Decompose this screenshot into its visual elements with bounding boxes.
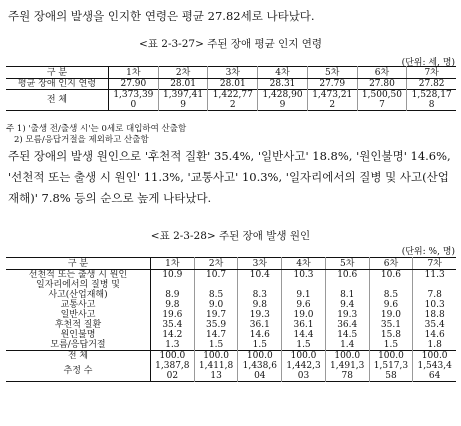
table-cell: 18.8 xyxy=(413,310,456,320)
table-row xyxy=(6,280,456,290)
table-cell: 10.9 xyxy=(151,270,195,281)
table-cell: 100.0 xyxy=(194,351,238,362)
table-cell: 1,387,8 02 xyxy=(151,361,195,382)
row-label: 사고(산업재해) xyxy=(6,290,151,300)
table-cell: 9.4 xyxy=(325,300,369,310)
table-cell: 10.3 xyxy=(282,270,326,281)
table-cell: 11.3 xyxy=(413,270,456,281)
table-row xyxy=(6,340,456,351)
table1-header-col: 3차 xyxy=(208,67,258,79)
table-cell: 1.5 xyxy=(369,340,413,351)
table-cell: 1,422,77 2 xyxy=(208,90,258,111)
table-row xyxy=(6,330,456,340)
table-cell: 1,543,4 64 xyxy=(413,361,456,382)
table1-header-label: 구 분 xyxy=(6,67,109,79)
table-cell: 19.3 xyxy=(325,310,369,320)
row-label: 선천적 또는 출생 시 원인 xyxy=(6,270,151,281)
table-cell xyxy=(369,280,413,290)
table1-header-col: 4차 xyxy=(258,67,308,79)
table1-header-col: 2차 xyxy=(158,67,208,79)
table-cell: 1,373,39 0 xyxy=(109,90,159,111)
table2-body xyxy=(6,270,456,382)
row-label: 전 체 xyxy=(6,351,151,362)
table-cell: 1,428,90 9 xyxy=(258,90,308,111)
table-cell: 14.2 xyxy=(151,330,195,340)
table-cell: 28.01 xyxy=(208,79,258,90)
table-cell xyxy=(325,280,369,290)
table2-header-col: 3차 xyxy=(238,258,282,270)
table-row xyxy=(6,300,456,310)
table-cell: 7.8 xyxy=(413,290,456,300)
table-cell: 35.1 xyxy=(369,320,413,330)
table-cell: 10.3 xyxy=(413,300,456,310)
table-cell: 10.6 xyxy=(369,270,413,281)
note-line: 2) 모름/응답거절을 제외하고 산출함 xyxy=(14,135,149,145)
table-cell: 100.0 xyxy=(413,351,456,362)
table-cell: 1,411,8 13 xyxy=(194,361,238,382)
table-cell: 36.1 xyxy=(238,320,282,330)
table-cell: 8.1 xyxy=(325,290,369,300)
table-cell: 1,473,21 2 xyxy=(307,90,357,111)
table-cell: 1.8 xyxy=(413,340,456,351)
table2-header-col: 7차 xyxy=(413,258,456,270)
row-label: 교통사고 xyxy=(6,300,151,310)
table-cell xyxy=(413,280,456,290)
table-cell: 36.1 xyxy=(282,320,326,330)
table-cell: 28.31 xyxy=(258,79,308,90)
table-cell: 10.7 xyxy=(194,270,238,281)
table-cell: 14.4 xyxy=(282,330,326,340)
table-cell: 19.3 xyxy=(238,310,282,320)
table-cell: 1.3 xyxy=(151,340,195,351)
table2-unit: (단위: %, 명) xyxy=(401,247,455,257)
table-cell: 1,442,3 03 xyxy=(282,361,326,382)
table-cell: 100.0 xyxy=(369,351,413,362)
row-label: 원인불명 xyxy=(6,330,151,340)
table-cell: 27.90 xyxy=(109,79,159,90)
table-cell: 1.5 xyxy=(238,340,282,351)
table-cell: 19.0 xyxy=(282,310,326,320)
table-cell: 9.1 xyxy=(282,290,326,300)
table-cell: 28.01 xyxy=(158,79,208,90)
row-label: 전 체 xyxy=(6,90,109,111)
body-paragraph: 주된 장애의 발생 원인으로 '후천적 질환' 35.4%, '일반사고' 18.8%, '원인불명' 14.6%, '선천적 또는 출생 시 원인' 11.3%, '교통사고' 10.3%, '일자리에서의 질병 및 사고(산업재해)' 7.8% 등의 순으로 높게 나타났다. xyxy=(8,149,451,205)
table-cell: 27.80 xyxy=(357,79,407,90)
table-cell: 1,397,41 9 xyxy=(158,90,208,111)
table1-header-row xyxy=(6,67,456,79)
table2-caption: <표 2-3-28> 주된 장애 발생 원인 xyxy=(150,230,311,242)
table-cell: 1.5 xyxy=(282,340,326,351)
table-cell: 9.0 xyxy=(194,300,238,310)
row-label: 일자리에서의 질병 및 xyxy=(6,280,151,290)
table-cell: 9.6 xyxy=(282,300,326,310)
table2-header-col: 6차 xyxy=(369,258,413,270)
table-row xyxy=(6,79,456,90)
note-line: 주 1) '출생 전/출생 시'는 0세로 대입하여 산출함 xyxy=(6,124,187,134)
table-cell: 10.4 xyxy=(238,270,282,281)
table1-unit: (단위: 세, 명) xyxy=(401,58,455,68)
table2-header-col: 2차 xyxy=(194,258,238,270)
table-cell: 14.7 xyxy=(194,330,238,340)
table-row xyxy=(6,290,456,300)
table-cell: 35.4 xyxy=(413,320,456,330)
table2-header-row xyxy=(6,258,456,270)
table-cell xyxy=(238,280,282,290)
table-cell: 9.8 xyxy=(151,300,195,310)
table1-notes xyxy=(6,124,186,146)
table-cell: 14.6 xyxy=(238,330,282,340)
table-cell: 19.7 xyxy=(194,310,238,320)
table-cell: 19.0 xyxy=(369,310,413,320)
table2 xyxy=(6,257,456,382)
row-label: 모름/응답거절 xyxy=(6,340,151,351)
table2-header-label: 구 분 xyxy=(6,258,151,270)
table-row xyxy=(6,361,456,382)
table2-header-col: 5차 xyxy=(325,258,369,270)
table-row xyxy=(6,90,456,111)
table-cell: 9.6 xyxy=(369,300,413,310)
table1-header-col: 6차 xyxy=(357,67,407,79)
table2-header-col: 4차 xyxy=(282,258,326,270)
table-cell: 100.0 xyxy=(238,351,282,362)
table-cell: 8.5 xyxy=(194,290,238,300)
table-cell xyxy=(194,280,238,290)
table-row xyxy=(6,270,456,281)
table1-caption: <표 2-3-27> 주된 장애 평균 인지 연령 xyxy=(138,38,322,50)
table-cell: 8.9 xyxy=(151,290,195,300)
table1-header-col: 5차 xyxy=(307,67,357,79)
table-cell: 14.6 xyxy=(413,330,456,340)
table1 xyxy=(6,66,456,111)
table-cell: 14.5 xyxy=(325,330,369,340)
table-cell: 1.4 xyxy=(325,340,369,351)
table1-header-col: 7차 xyxy=(407,67,456,79)
table-cell xyxy=(282,280,326,290)
table-row xyxy=(6,320,456,330)
table-row xyxy=(6,351,456,362)
table-cell: 1.5 xyxy=(194,340,238,351)
table-cell: 35.4 xyxy=(151,320,195,330)
table-cell: 8.5 xyxy=(369,290,413,300)
table-cell: 100.0 xyxy=(151,351,195,362)
table1-header-col: 1차 xyxy=(109,67,159,79)
table-cell: 1,528,17 8 xyxy=(407,90,456,111)
table-cell: 36.4 xyxy=(325,320,369,330)
table-row xyxy=(6,310,456,320)
table-cell: 15.8 xyxy=(369,330,413,340)
table-cell: 8.3 xyxy=(238,290,282,300)
table-cell: 10.6 xyxy=(325,270,369,281)
table-cell: 35.9 xyxy=(194,320,238,330)
table-cell: 9.8 xyxy=(238,300,282,310)
row-label: 후천적 질환 xyxy=(6,320,151,330)
table-cell: 1,500,50 7 xyxy=(357,90,407,111)
table-cell: 27.82 xyxy=(407,79,456,90)
table2-header-col: 1차 xyxy=(151,258,195,270)
row-label: 평균 장애 인지 연령 xyxy=(6,79,109,90)
intro-paragraph: 주원 장애의 발생을 인지한 연령은 평균 27.82세로 나타났다. xyxy=(8,9,315,23)
table-cell: 1,438,6 04 xyxy=(238,361,282,382)
table-cell: 19.6 xyxy=(151,310,195,320)
table-cell: 1,491,3 78 xyxy=(325,361,369,382)
table-cell: 1,517,3 58 xyxy=(369,361,413,382)
table-cell: 100.0 xyxy=(325,351,369,362)
table-cell xyxy=(151,280,195,290)
table-cell: 100.0 xyxy=(282,351,326,362)
table-cell: 27.79 xyxy=(307,79,357,90)
row-label: 추정 수 xyxy=(6,361,151,382)
row-label: 일반사고 xyxy=(6,310,151,320)
